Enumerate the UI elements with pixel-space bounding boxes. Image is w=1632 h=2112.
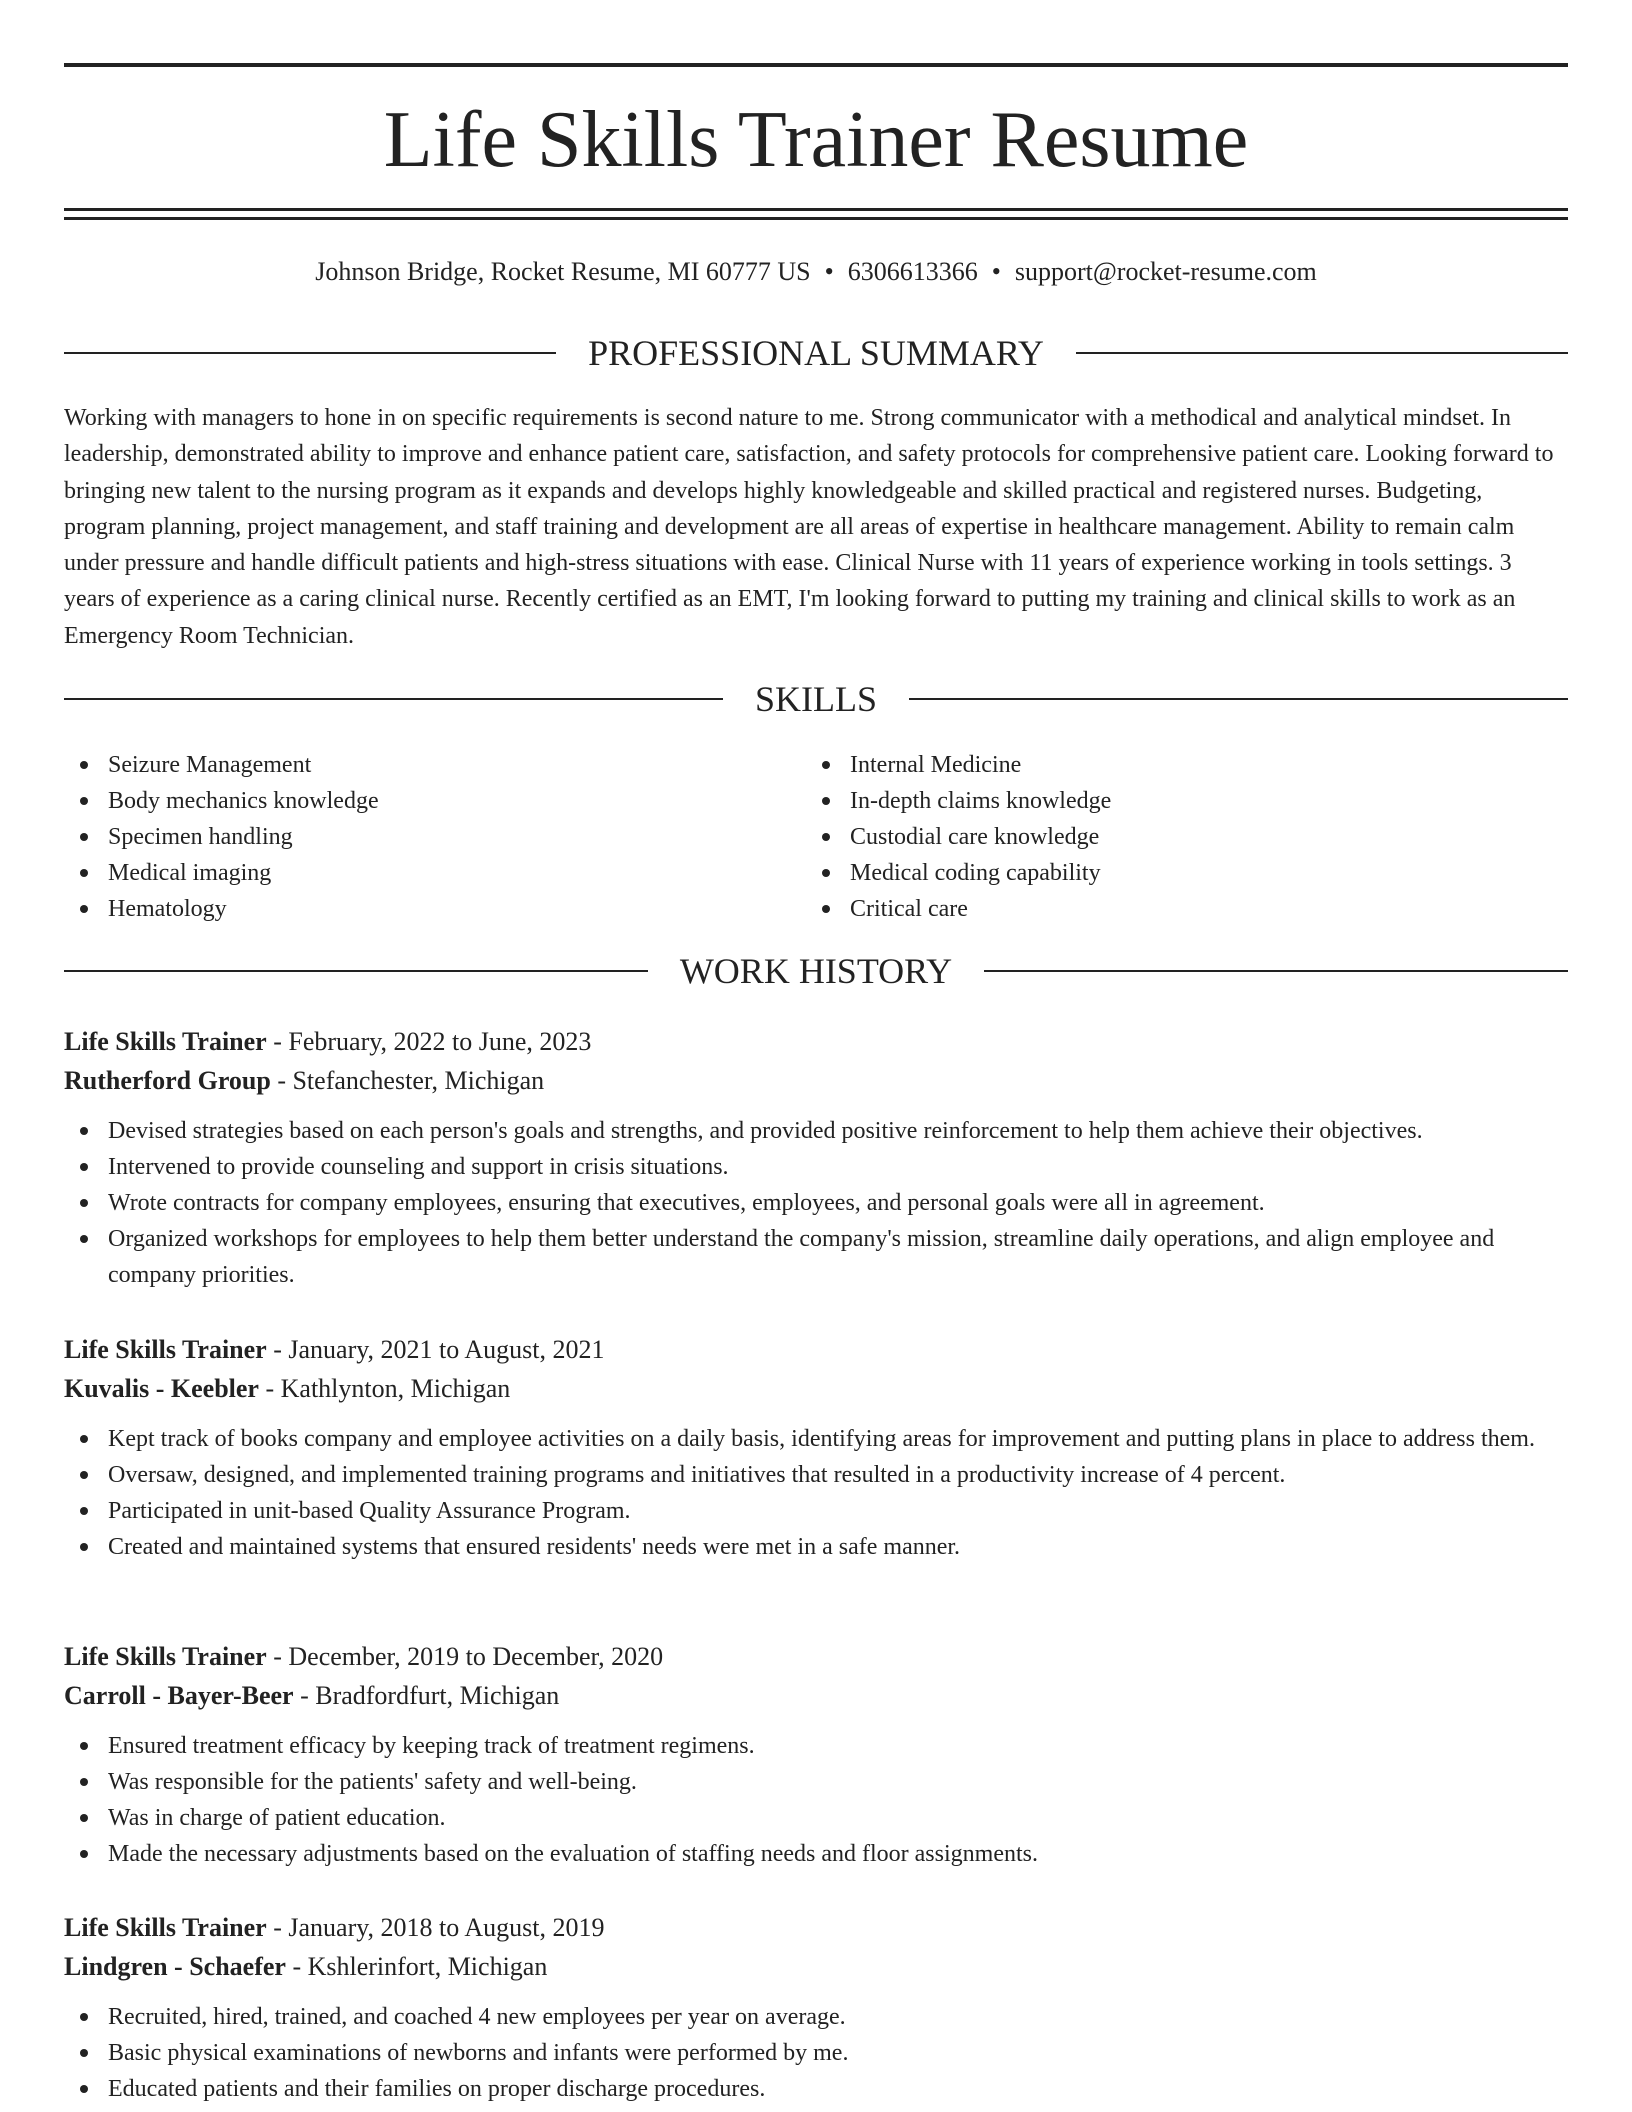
skill-item: Medical coding capability bbox=[806, 855, 1506, 891]
contact-line bbox=[64, 256, 1568, 288]
job-bullet: Kept track of books company and employee activities on a daily basis, identifying areas for improvement and putting plans in place to address them. bbox=[64, 1421, 1568, 1457]
job-company-line bbox=[64, 1369, 1568, 1408]
job-dates: - January, 2021 to August, 2021 bbox=[266, 1335, 605, 1364]
job-entry bbox=[64, 1330, 1568, 1565]
job-title-line bbox=[64, 1637, 1568, 1676]
skills-list-right bbox=[806, 747, 1506, 927]
contact-separator: • bbox=[991, 257, 1001, 286]
job-bullet: Educated patients and their families on proper discharge procedures. bbox=[64, 2071, 1568, 2107]
job-company-line bbox=[64, 1947, 1568, 1986]
job-bullet: Was responsible for the patients' safety and well-being. bbox=[64, 1764, 1568, 1800]
job-location: - Stefanchester, Michigan bbox=[270, 1066, 545, 1095]
contact-email: support@rocket-resume.com bbox=[1014, 257, 1317, 286]
job-bullet: Created and maintained systems that ensured residents' needs were met in a safe manner. bbox=[64, 1529, 1568, 1565]
job-company: Rutherford Group bbox=[64, 1066, 271, 1095]
job-company-line bbox=[64, 1061, 1568, 1100]
skills-heading-label: SKILLS bbox=[755, 679, 878, 719]
contact-phone: 6306613366 bbox=[847, 257, 978, 286]
job-entry bbox=[64, 1908, 1568, 2107]
job-bullets bbox=[64, 1728, 1568, 1872]
resume-title: Life Skills Trainer Resume bbox=[383, 96, 1249, 184]
skill-item: In-depth claims knowledge bbox=[806, 783, 1506, 819]
job-bullets bbox=[64, 1113, 1568, 1293]
job-entry bbox=[64, 1637, 1568, 1872]
heading-rule bbox=[64, 352, 556, 354]
skills-list-left bbox=[64, 747, 764, 927]
heading-rule bbox=[909, 698, 1568, 700]
title-rule-lower bbox=[64, 217, 1568, 220]
job-bullet: Made the necessary adjustments based on the evaluation of staffing needs and floor assignments. bbox=[64, 1836, 1568, 1872]
title-rule-upper bbox=[64, 208, 1568, 211]
job-title: Life Skills Trainer bbox=[64, 1913, 267, 1942]
job-bullet: Intervened to provide counseling and support in crisis situations. bbox=[64, 1149, 1568, 1185]
job-location: - Kshlerinfort, Michigan bbox=[285, 1952, 548, 1981]
job-location: - Kathlynton, Michigan bbox=[258, 1374, 511, 1403]
job-title-line bbox=[64, 1022, 1568, 1061]
work-heading bbox=[64, 951, 1568, 991]
heading-rule bbox=[1076, 352, 1568, 354]
heading-rule bbox=[64, 698, 723, 700]
skill-item: Hematology bbox=[64, 891, 764, 927]
job-bullet: Ensured treatment efficacy by keeping track of treatment regimens. bbox=[64, 1728, 1568, 1764]
skills-heading bbox=[64, 679, 1568, 719]
job-title: Life Skills Trainer bbox=[64, 1642, 267, 1671]
job-bullet: Organized workshops for employees to help them better understand the company's mission, streamline daily operations, and align employee and company priorities. bbox=[64, 1221, 1568, 1293]
job-dates: - February, 2022 to June, 2023 bbox=[266, 1027, 592, 1056]
job-bullets bbox=[64, 1999, 1568, 2107]
job-bullet: Wrote contracts for company employees, ensuring that executives, employees, and personal goals were all in agreement. bbox=[64, 1185, 1568, 1221]
job-bullet: Basic physical examinations of newborns and infants were performed by me. bbox=[64, 2035, 1568, 2071]
job-entry bbox=[64, 1022, 1568, 1293]
job-company-line bbox=[64, 1676, 1568, 1715]
job-bullet: Was in charge of patient education. bbox=[64, 1800, 1568, 1836]
skill-item: Internal Medicine bbox=[806, 747, 1506, 783]
job-title: Life Skills Trainer bbox=[64, 1335, 267, 1364]
skill-item: Critical care bbox=[806, 891, 1506, 927]
summary-heading-label: PROFESSIONAL SUMMARY bbox=[588, 333, 1044, 373]
heading-rule bbox=[984, 970, 1568, 972]
job-title: Life Skills Trainer bbox=[64, 1027, 267, 1056]
job-title-line bbox=[64, 1908, 1568, 1947]
skill-item: Custodial care knowledge bbox=[806, 819, 1506, 855]
work-heading-label: WORK HISTORY bbox=[679, 951, 953, 991]
job-location: - Bradfordfurt, Michigan bbox=[293, 1681, 560, 1710]
job-dates: - December, 2019 to December, 2020 bbox=[266, 1642, 664, 1671]
skill-item: Specimen handling bbox=[64, 819, 764, 855]
job-bullet: Devised strategies based on each person's goals and strengths, and provided positive reinforcement to help them achieve their objectives. bbox=[64, 1113, 1568, 1149]
job-title-line bbox=[64, 1330, 1568, 1369]
job-company: Kuvalis - Keebler bbox=[64, 1374, 259, 1403]
contact-separator: • bbox=[824, 257, 834, 286]
job-dates: - January, 2018 to August, 2019 bbox=[266, 1913, 605, 1942]
job-bullet: Recruited, hired, trained, and coached 4 new employees per year on average. bbox=[64, 1999, 1568, 2035]
job-bullet: Participated in unit-based Quality Assurance Program. bbox=[64, 1493, 1568, 1529]
heading-rule bbox=[64, 970, 648, 972]
skill-item: Body mechanics knowledge bbox=[64, 783, 764, 819]
job-bullets bbox=[64, 1421, 1568, 1565]
summary-heading bbox=[64, 333, 1568, 373]
skill-item: Seizure Management bbox=[64, 747, 764, 783]
skill-item: Medical imaging bbox=[64, 855, 764, 891]
job-bullet: Oversaw, designed, and implemented training programs and initiatives that resulted in a productivity increase of 4 percent. bbox=[64, 1457, 1568, 1493]
job-company: Carroll - Bayer-Beer bbox=[64, 1681, 294, 1710]
top-rule bbox=[64, 63, 1568, 67]
job-company: Lindgren - Schaefer bbox=[64, 1952, 286, 1981]
summary-text: Working with managers to hone in on specific requirements is second nature to me. Strong communicator with a methodical and analytical mindset. In leadership, demonstrated ability to improve and enhance patient care, satisfaction, and safety protocols for comprehensive patient care. Looking forward to bringing new talent to the nursing program as it expands and develops highly knowledgeable and skilled practical and registered nurses. Budgeting, program planning, project management, and staff training and development are all areas of expertise in healthcare management. Ability to remain calm under pressure and handle difficult patients and high-stress situations with ease. Clinical Nurse with 11 years of experience working in tools settings. 3 years of experience as a caring clinical nurse. Recently certified as an EMT, I'm looking forward to putting my training and clinical skills to work as an Emergency Room Technician. bbox=[64, 405, 1554, 649]
contact-address: Johnson Bridge, Rocket Resume, MI 60777 US bbox=[315, 257, 811, 286]
